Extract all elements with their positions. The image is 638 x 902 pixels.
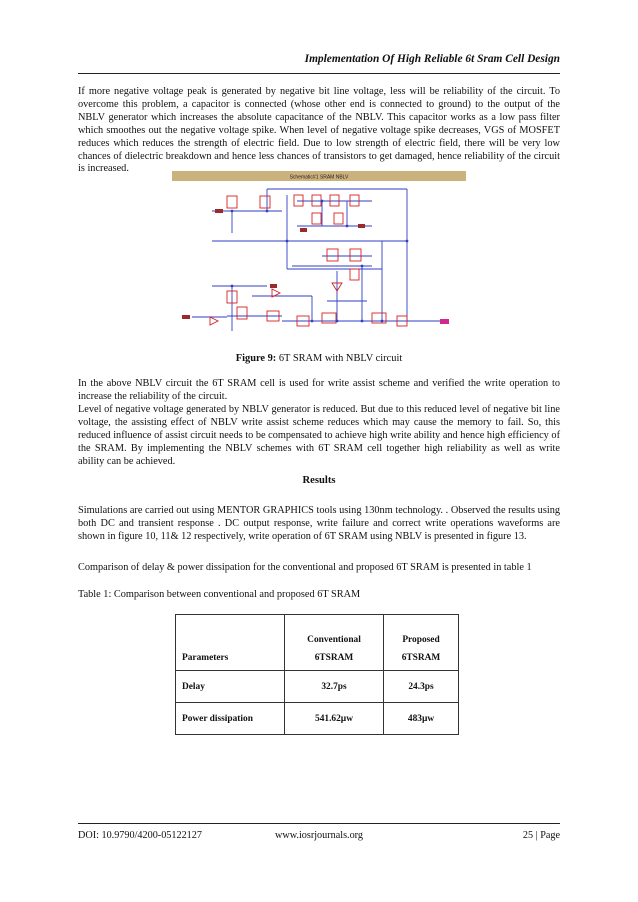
section-heading-results: Results bbox=[302, 475, 336, 486]
cell-param: Power dissipation bbox=[176, 703, 285, 735]
header-proposed-line1: Proposed bbox=[402, 635, 440, 645]
figure-caption-text: 6T SRAM with NBLV circuit bbox=[276, 353, 403, 364]
paragraph-reduced-voltage: Level of negative voltage generated by NBLV generator is reduced. But due to this reduced level of negative bit line voltage, the assisting effect of NBLV write assist scheme reduces which may cause the memory to fail. So, this reduced influence of assist circuit needs to be compensated to achieve high write ability and hence high efficiency of the SRAM. By implementing the NBLV schemes with 6T SRAM cell together high reliability as well as write ability can be achieved. bbox=[78, 404, 560, 467]
header-conventional-line1: Conventional bbox=[307, 635, 361, 645]
header-conventional-line2: 6TSRAM bbox=[314, 653, 354, 663]
cell-proposed: 24.3ps bbox=[384, 671, 459, 703]
schematic-wires bbox=[192, 189, 442, 331]
header-conventional bbox=[285, 615, 384, 671]
header-proposed bbox=[384, 615, 459, 671]
table-caption: Table 1: Comparison between conventional and proposed 6T SRAM bbox=[78, 589, 361, 600]
cell-conventional: 541.62µw bbox=[285, 703, 384, 735]
schematic-ports bbox=[182, 209, 365, 319]
paragraph-comparison: Comparison of delay & power dissipation for the conventional and proposed 6T SRAM is presented in table 1 bbox=[78, 562, 532, 573]
footer-page-number: 25 | Page bbox=[522, 830, 560, 841]
paragraph-capacitor: If more negative voltage peak is generated by negative bit line voltage, less will be reliability of the circuit. To overcome this problem, a capacitor is connected (whose other end is connected to ground) to the output of the NBLV generator which increases the absolute capacitance of the NBLV. This capacitor works as a low pass filter which smoothes out the negative voltage spike. When level of negative voltage spike decreases, VGS of MOSFET reduces which reduces the strength of electric field. Due to low strength of electric field, there will be very low chances of dielectric breakdown and hence less chances of transistors to get damaged, hence reliability of the circuit is increased. bbox=[78, 86, 560, 175]
table-row bbox=[176, 671, 459, 703]
cell-proposed: 483µw bbox=[384, 703, 459, 735]
cell-param: Delay bbox=[176, 671, 285, 703]
footer-rule bbox=[78, 823, 560, 824]
paragraph-simulations: Simulations are carried out using MENTOR GRAPHICS tools using 130nm technology. . Observed the results using both DC and transient response . DC output response, write failure and correct write operations waveforms are shown in figure 10, 11& 12 respectively, write operation of 6T SRAM using NBLV is presented in figure 13. bbox=[78, 505, 560, 542]
footer-doi: DOI: 10.9790/4200-05122127 bbox=[78, 830, 202, 841]
header-rule bbox=[78, 73, 560, 74]
running-header: Implementation Of High Reliable 6t Sram Cell Design bbox=[304, 53, 560, 65]
figure-caption-label: Figure 9: bbox=[235, 353, 277, 364]
schematic-devices bbox=[210, 195, 407, 326]
figure-caption bbox=[78, 353, 560, 364]
figure-schematic bbox=[172, 171, 466, 339]
header-proposed-line2: 6TSRAM bbox=[401, 653, 441, 663]
schematic-output-port bbox=[440, 319, 449, 324]
paragraph-nblv-circuit: In the above NBLV circuit the 6T SRAM cell is used for write assist scheme and verified the write operation to increase the reliability of the circuit. bbox=[78, 378, 560, 402]
footer-url[interactable]: www.iosrjournals.org bbox=[274, 830, 363, 841]
schematic-title: Schematic#1 SRAM NBLV bbox=[289, 174, 349, 181]
schematic-drawing bbox=[172, 171, 466, 339]
comparison-table bbox=[175, 614, 459, 735]
header-parameters: Parameters bbox=[176, 615, 285, 671]
table-row bbox=[176, 703, 459, 735]
table-header-row bbox=[176, 615, 459, 671]
cell-conventional: 32.7ps bbox=[285, 671, 384, 703]
